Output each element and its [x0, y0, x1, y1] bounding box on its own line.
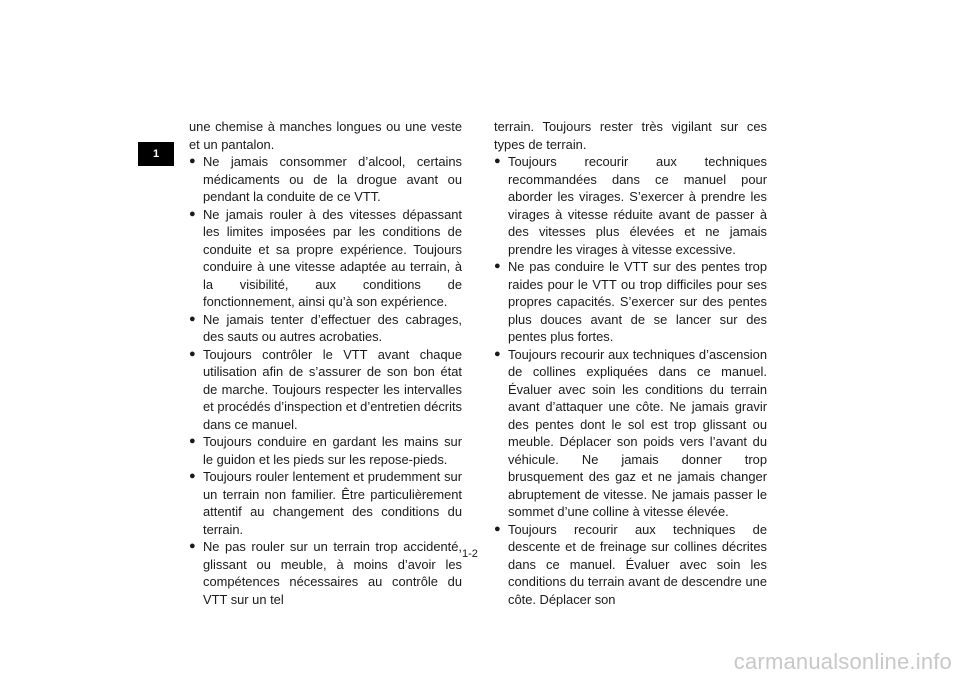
paragraph-text: Toujours recourir aux techniques d’ascension de collines expliquées dans ce manuel. Évaluer avec soin les conditions du terrain avant d’attaquer une côte. Ne jamais gravir des pentes dont le sol est trop glissant ou meuble. Déplacer son poids vers l’avant du véhicule. Ne jamais donner trop brusquement des gaz et ne jamais changer abruptement de vitesse. Ne jamais passer le sommet d’une colline à vitesse élevée.: [508, 346, 767, 519]
bullet-item: [189, 538, 462, 608]
paragraph-text: Ne jamais rouler à des vitesses dépassant les limites imposées par les conditions de conduite et sa propre expérience. Toujours conduire à une vitesse adaptée au terrain, à la visibilité, aux conditions de fonctionnement, ainsi qu’à son expérience.: [203, 206, 462, 309]
bullet-item: [189, 206, 462, 311]
bullet-item: [189, 468, 462, 538]
bullet-icon: ●: [494, 347, 501, 360]
page-number: 1-2: [462, 548, 478, 560]
watermark: carmanualsonline.info: [733, 649, 952, 674]
bullet-icon: ●: [494, 260, 501, 272]
bullet-icon: ●: [189, 435, 196, 447]
bullet-icon: ●: [189, 470, 196, 482]
paragraph-text: Toujours contrôler le VTT avant chaque utilisation afin de s’assurer de son bon état de marche. Toujours respecter les intervalles et procédés d’inspection et d’entretien décrits dans ce manuel.: [203, 346, 462, 432]
bullet-item: [494, 258, 767, 346]
bullet-icon: ●: [189, 347, 196, 360]
bullet-icon: ●: [189, 155, 196, 167]
bullet-icon: ●: [494, 155, 501, 167]
paragraph-text: Toujours conduire en gardant les mains sur le guidon et les pieds sur les repose-pieds.: [203, 434, 462, 467]
paragraph-text: terrain. Toujours rester très vigilant sur ces types de terrain.: [494, 119, 767, 152]
bullet-icon: ●: [189, 207, 196, 220]
paragraph-text: Ne jamais tenter d’effectuer des cabrages, des sauts ou autres acrobaties.: [203, 311, 462, 344]
paragraph-text: Toujours recourir aux techniques de descente et de freinage sur collines décrites dans ce manuel. Évaluer avec soin les conditions du terrain avant de descendre une côte. Déplacer son: [508, 521, 767, 607]
bullet-item: [189, 433, 462, 468]
bullet-item: [189, 346, 462, 434]
bullet-icon: ●: [189, 540, 196, 552]
paragraph-text: Toujours rouler lentement et prudemment sur un terrain non familier. Être particulièrement attentif au changement des conditions du terrain.: [203, 469, 462, 537]
bullet-icon: ●: [494, 522, 501, 535]
paragraph-text: Ne jamais consommer d’alcool, certains médicaments ou de la drogue avant ou pendant la conduite de ce VTT.: [203, 154, 462, 204]
bullet-item: [494, 346, 767, 521]
bullet-item: [189, 153, 462, 206]
bullet-item: [494, 153, 767, 258]
chapter-tab: 1: [138, 142, 174, 166]
bullet-icon: ●: [189, 312, 196, 325]
continued-text: [494, 118, 767, 153]
paragraph-text: une chemise à manches longues ou une veste et un pantalon.: [189, 119, 462, 152]
bullet-item: [494, 521, 767, 609]
paragraph-text: Ne pas rouler sur un terrain trop accidenté, glissant ou meuble, à moins d’avoir les compétences nécessaires au contrôle du VTT sur un tel: [203, 539, 462, 607]
bullet-item: [189, 311, 462, 346]
paragraph-text: Toujours recourir aux techniques recommandées dans ce manuel pour aborder les virages. S’exercer à prendre les virages à vitesse réduite avant de passer à des vitesses plus élevées et ne jamais prendre les virages à vitesse excessive.: [508, 154, 767, 257]
right-column: [494, 118, 767, 608]
continued-text: [189, 118, 462, 153]
paragraph-text: Ne pas conduire le VTT sur des pentes trop raides pour le VTT ou trop difficiles pour ses propres capacités. S’exercer sur des pentes plus douces avant de se lancer sur des pentes plus fortes.: [508, 259, 767, 344]
left-column: [189, 118, 462, 608]
